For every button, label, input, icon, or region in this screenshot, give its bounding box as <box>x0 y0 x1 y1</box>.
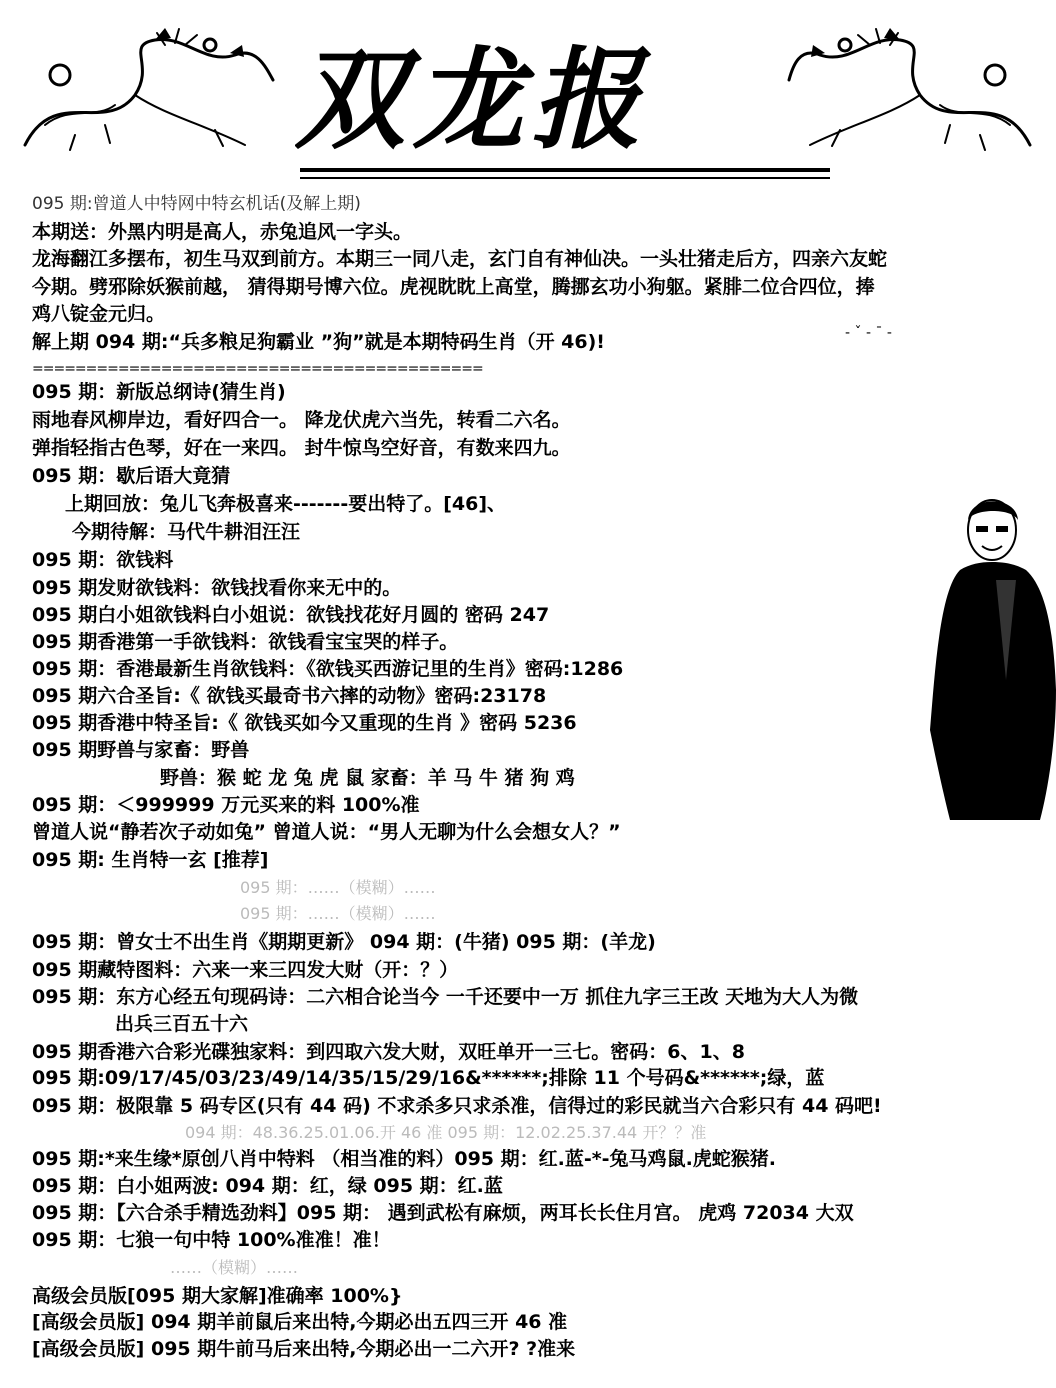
text-line: 095 期：【六合杀手精选劲料】095 期： 遇到武松有麻烦，两耳长长住月宫。 虎鸡 72034 大双 <box>32 1202 854 1224</box>
text-line: 095 期：曾女士不出生肖《期期更新》 094 期：(牛猪) 095 期：(羊龙) <box>32 931 656 953</box>
text-line: 095 期发财欲钱料：欲钱找看你来无中的。 <box>32 577 402 599</box>
faded-line: ……（模糊）…… <box>170 1258 299 1277</box>
text-line: 雨地春风柳岸边，看好四合一。 降龙伏虎六当先，转看二六名。 <box>32 409 571 431</box>
title-underline <box>300 168 830 172</box>
dragon-left-icon <box>15 25 280 165</box>
faded-line: 095 期：……（模糊）…… <box>240 878 436 897</box>
dragon-right-icon <box>785 25 1040 165</box>
text-line: 095 期六合圣旨:《 欲钱买最奇书六摔的动物》密码:23178 <box>32 685 547 707</box>
text-line: 出兵三百五十六 <box>115 1013 249 1035</box>
text-line: 095 期：香港最新生肖欲钱料：《欲钱买西游记里的生肖》密码:1286 <box>32 658 624 680</box>
text-line: 上期回放：兔儿飞奔极喜来-------要出特了。[46]、 <box>65 493 507 515</box>
text-line: 095 期:09/17/45/03/23/49/14/35/15/29/16&******;排除 11 个号码&******;绿，蓝 <box>32 1067 825 1089</box>
text-line: 解上期 094 期:“兵多粮足狗霸业 ”狗”就是本期特码生肖（开 46)! <box>32 331 605 353</box>
text-line: 095 期：白小姐两波: 094 期：红，绿 095 期：红.蓝 <box>32 1175 503 1197</box>
text-line: 095 期：欲钱料 <box>32 549 174 571</box>
person-figure-icon <box>930 490 1056 820</box>
text-line: 095 期香港第一手欲钱料：欲钱看宝宝哭的样子。 <box>32 631 459 653</box>
text-line: 095 期香港六合彩光碟独家料：到四取六发大财，双旺单开一三七。密码：6、1、8 <box>32 1041 745 1063</box>
text-line: 095 期：歇后语大竟猜 <box>32 465 231 487</box>
text-line: 本期送：外黑内明是高人，赤兔追风一字头。 <box>32 221 413 243</box>
text-line: 095 期:*来生缘*原创八肖中特料 （相当准的料）095 期：红.蓝-*-兔马鸡鼠.虎蛇猴猪. <box>32 1148 776 1170</box>
text-line: 095 期白小姐欲钱料白小姐说：欲钱找花好月圆的 密码 247 <box>32 604 550 626</box>
text-line: 鸡八锭金元归。 <box>32 303 166 325</box>
separator-line: ========================================== <box>32 361 483 377</box>
text-line: [高级会员版] 095 期牛前马后来出特,今期必出一二六开? ?准来 <box>32 1338 576 1360</box>
text-line: 095 期:曾道人中特网中特玄机话(及解上期) <box>32 194 361 214</box>
newspaper-title: 双龙报 <box>295 40 649 160</box>
text-line: 095 期：极限靠 5 码专区(只有 44 码) 不求杀多只求杀准，信得过的彩民就当六合彩只有 44 码吧! <box>32 1095 882 1117</box>
text-line: 曾道人说“静若次子动如兔” 曾道人说：“男人无聊为什么会想女人？” <box>32 821 621 843</box>
faded-line: 094 期：48.36.25.01.06.开 46 准 095 期：12.02.25.37.44 开？？准 <box>185 1123 707 1142</box>
text-line: 095 期：七狼一句中特 100%准准！准！ <box>32 1229 391 1251</box>
faded-line: 095 期：……（模糊）…… <box>240 904 436 923</box>
text-line: 弹指轻指古色琴，好在一来四。 封牛惊鸟空好音，有数来四九。 <box>32 437 571 459</box>
text-line: 095 期野兽与家畜：野兽 <box>32 739 250 761</box>
text-line: 095 期：新版总纲诗(猜生肖) <box>32 381 286 403</box>
text-line: 095 期: 生肖特一玄 [推荐] <box>32 849 269 871</box>
text-line: 今期待解：马代牛耕泪汪汪 <box>72 521 301 543</box>
text-line: 今期。劈邪除妖猴前越， 猜得期号博六位。虎视眈眈上高堂，腾挪玄功小狗躯。紧腓二位合四位，捧 <box>32 276 875 298</box>
side-mark: ‐ ˇ ‐ ˉ ‐ <box>845 325 892 341</box>
text-line: 095 期：东方心经五句现码诗：二六相合论当今 一千还要中一万 抓住九字三王改 天地为大人为微 <box>32 986 859 1008</box>
text-line: 野兽：猴 蛇 龙 兔 虎 鼠 家畜：羊 马 牛 猪 狗 鸡 <box>160 767 575 789</box>
title-underline-thin <box>300 177 830 179</box>
text-line: 095 期藏特图料：六来一来三四发大财（开：？） <box>32 959 459 981</box>
text-line: 龙海翻江多摆布，初生马双到前方。本期三一同八走，玄门自有神仙决。一头壮猪走后方，四亲六友蛇 <box>32 248 888 270</box>
text-line: 095 期：＜999999 万元买来的料 100%准 <box>32 794 420 816</box>
text-line: 095 期香港中特圣旨:《 欲钱买如今又重现的生肖 》密码 5236 <box>32 712 577 734</box>
text-line: [高级会员版] 094 期羊前鼠后来出特,今期必出五四三开 46 准 <box>32 1311 568 1333</box>
text-line: 高级会员版[095 期大家解]准确率 100%} <box>32 1285 403 1307</box>
